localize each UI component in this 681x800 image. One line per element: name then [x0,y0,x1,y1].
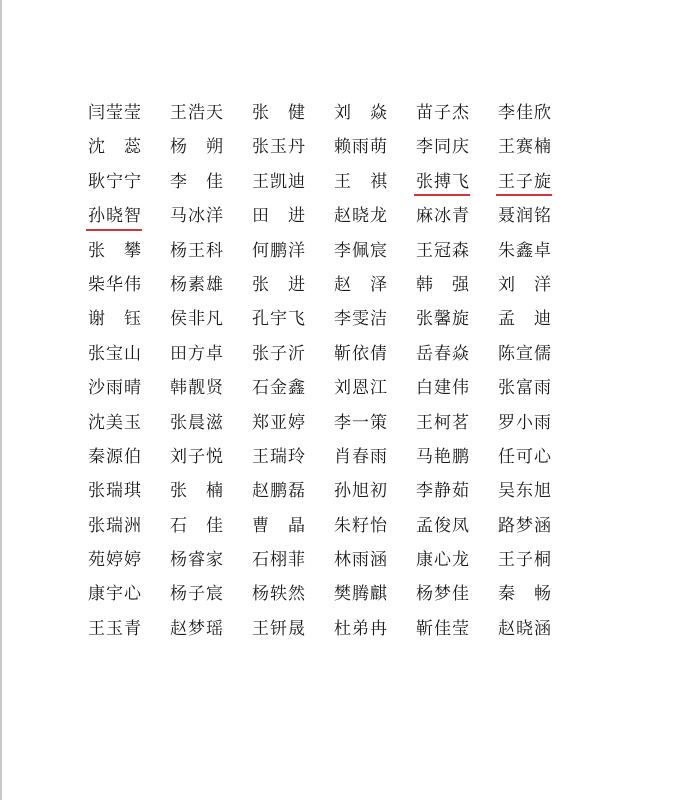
name-cell: 樊腾麒 [334,584,388,605]
name-cell: 谢钰 [88,309,160,330]
name-cell: 刘洋 [498,274,570,295]
name-cell: 韩强 [416,274,488,295]
name-cell: 白建伟 [416,378,470,399]
name-cell: 靳依倩 [334,343,388,364]
name-cell: 曹晶 [252,515,324,536]
name-cell: 张晨滋 [170,412,224,433]
name-cell: 肖春雨 [334,446,388,467]
name-cell: 王柯茗 [416,412,470,433]
name-cell: 张子沂 [252,343,306,364]
name-cell: 王浩天 [170,103,224,123]
name-cell: 林雨涵 [334,550,388,571]
page-edge-rule [0,0,2,800]
name-cell: 苑婷婷 [88,550,142,571]
name-cell: 路梦涵 [498,515,552,536]
name-cell: 马艳鹏 [416,446,470,467]
name-cell: 赵梦瑶 [170,618,224,639]
name-cell: 张宝山 [88,343,142,364]
name-cell: 李同庆 [416,137,470,158]
name-cell: 孔宇飞 [252,309,306,330]
name-cell-underlined: 孙晓智 [88,199,170,233]
name-cell: 张楠 [170,481,242,502]
name-cell: 聂润铭 [498,206,552,227]
name-cell: 杜弟冉 [334,618,388,639]
name-cell: 王瑞玲 [252,446,306,467]
name-cell: 孟俊凤 [416,515,470,536]
name-cell: 康心龙 [416,550,470,571]
name-cell: 苗子杰 [416,103,470,123]
name-cell: 侯非凡 [170,309,224,330]
name-cell: 马冰洋 [170,206,224,227]
name-cell: 王冠森 [416,240,470,261]
name-cell: 王玉青 [88,618,142,639]
name-cell: 杨睿家 [170,550,224,571]
name-cell: 李佳 [170,171,242,192]
name-cell: 朱籽怡 [334,515,388,536]
name-cell: 张攀 [88,240,160,261]
name-cell: 杨梦佳 [416,584,470,605]
name-cell: 康宇心 [88,584,142,605]
name-cell: 张瑞琪 [88,481,142,502]
name-cell: 李佩宸 [334,240,388,261]
name-cell: 岳春焱 [416,343,470,364]
name-cell: 刘子悦 [170,446,224,467]
name-cell: 赖雨萌 [334,137,388,158]
name-cell: 杨子宸 [170,584,224,605]
name-cell: 孙旭初 [334,481,388,502]
name-cell: 张瑞洲 [88,515,142,536]
name-cell: 杨轶然 [252,584,306,605]
name-cell: 王祺 [334,171,406,192]
name-cell: 张馨旋 [416,309,470,330]
name-cell: 张富雨 [498,378,552,399]
name-cell: 任可心 [498,446,552,467]
name-cell: 靳佳莹 [416,618,470,639]
name-cell: 刘焱 [334,103,406,123]
name-cell: 孟迪 [498,309,570,330]
name-cell: 田进 [252,206,324,227]
name-cell: 赵晓龙 [334,206,388,227]
name-cell: 麻冰青 [416,206,470,227]
name-cell: 杨朔 [170,137,242,158]
name-cell: 杨王科 [170,240,224,261]
name-cell: 韩靓贤 [170,378,224,399]
name-cell: 何鹏洋 [252,240,306,261]
name-cell: 秦源伯 [88,446,142,467]
name-cell: 沙雨晴 [88,378,142,399]
name-cell: 石金鑫 [252,378,306,399]
name-cell-underlined: 王子旋 [498,165,580,199]
name-cell: 张玉丹 [252,137,306,158]
name-cell: 田方卓 [170,343,224,364]
name-cell: 陈宣儒 [498,343,552,364]
name-cell: 柴华伟 [88,274,142,295]
name-list-table [88,96,580,646]
name-cell: 朱鑫卓 [498,240,552,261]
name-cell: 王子桐 [498,550,552,571]
name-cell: 吴东旭 [498,481,552,502]
name-cell-underlined: 张搏飞 [416,165,498,199]
name-cell: 沈美玉 [88,412,142,433]
name-cell: 郑亚婷 [252,412,306,433]
name-cell: 闫莹莹 [88,103,142,123]
name-cell: 张健 [252,103,324,123]
name-cell: 秦畅 [498,584,570,605]
name-cell: 赵鹏磊 [252,481,306,502]
name-cell: 罗小雨 [498,412,552,433]
name-cell: 王凯迪 [252,171,306,192]
name-cell: 王钘晟 [252,618,306,639]
name-cell: 李雯洁 [334,309,388,330]
name-cell: 石栩菲 [252,550,306,571]
name-cell: 李一策 [334,412,388,433]
name-cell: 石佳 [170,515,242,536]
name-cell: 赵泽 [334,274,406,295]
name-cell: 杨素雄 [170,274,224,295]
name-cell: 沈蕊 [88,137,160,158]
name-cell: 张进 [252,274,324,295]
name-cell: 耿宁宁 [88,171,142,192]
name-cell: 赵晓涵 [498,618,552,639]
name-cell: 王赛楠 [498,137,552,158]
name-cell: 李静茹 [416,481,470,502]
name-cell: 李佳欣 [498,103,552,123]
name-cell: 刘恩江 [334,378,388,399]
